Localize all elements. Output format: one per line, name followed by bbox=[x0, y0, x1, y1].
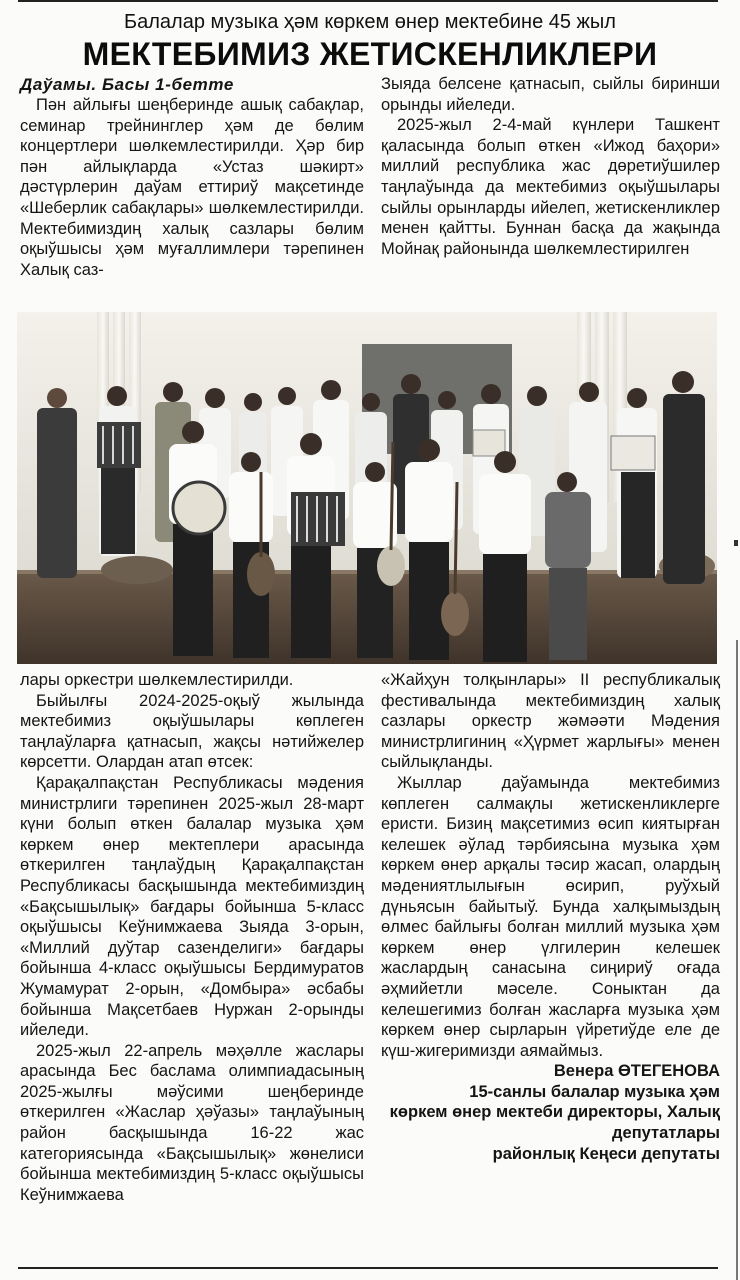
paragraph: «Жайҳун толқынлары» II республикалық фестивалында мектебимиздиң халық сазлары оркестр жәмәәти Мәдения министрлигиниң «Ҳүрмет жарлығы» менен сыйлықланды. bbox=[381, 671, 720, 772]
signature-line: районлық Кеңеси депутаты bbox=[492, 1144, 720, 1163]
paragraph: 2025-жыл 2-4-май күнлери Ташкент қаласында болып өткен «Ижод баҳори» миллий республика жас дөретиўшилер таңлаўында да мектебимиз оқыўшылары сыйлы орынларды ийелеп, жетискенликлер менен қайтты. Буннан басқа да жақында Мойнақ районында шөлкемлестирилген bbox=[381, 116, 720, 258]
paragraph: Қарақалпақстан Республикасы мәдения министрлиги тәрепинен 2025-жыл 28-март күни болып өткен балалар музыка ҳәм көркем өнер мектеплери арасында өткерилген таңлаўдың Қарақалпақстан Республикасы басқышында мектебимиздиң «Бақсышылық» бағдары бойынша 5-класс оқыўшысы Кеўнимжаева Зыяда 3-орын, «Миллий дуўтар сазенделиги» бағдары бойынша 4-класс оқыўшысы Бердимуратов Жумамурат 2-орын, «Домбыра» әсбабы бойынша Мақсетбаев Нуржан 2-орынды ийеледи. bbox=[20, 773, 364, 1040]
top-rule bbox=[18, 0, 718, 2]
paragraph: 2025-жыл 22-апрель мәҳәлле жаслары арасында Бес басламa олимпиадасының 2025-жылғы мәўсими шеңберинде өткерилген «Жаслар ҳәўазы» таңлаўының район басқышында 16-22 жас категориясында «Бақсышылық» жөнелиси бойынша мектебимиздиң 5-класс оқыўшысы Кеўнимжаева bbox=[20, 1041, 364, 1204]
paragraph: Пән айлығы шеңберинде ашық сабақлар, семинар трейнинглер ҳәм де бөлим концертлери шөлкемлестирилди. Ҳәр бир пән айлықларда «Устаз шәкирт» дәстүрлерин даўам еттириў мақсетинде «Шеберлик сабақлары» шөлкемлестирилди. Мектебимиздиң халық сазлары бөлим оқыўшысы ҳәм муғаллимлери тәрепинен Халық саз- bbox=[20, 96, 364, 279]
paragraph: Быйылғы 2024-2025-оқыў жылында мектебимиз оқыўшылары көплеген таңлаўларға қатнасып, жақсы нәтийжелер көрсетти. Олардан атап өтсек: bbox=[20, 691, 364, 772]
kicker: Балалар музыка ҳәм көркем өнер мектебине 45 жыл bbox=[124, 11, 616, 33]
edge-mark bbox=[734, 540, 738, 546]
paragraph: Жыллар даўамында мектебимиз көплеген салмақлы жетискенликлерге еристи. Бизиң мақсетимиз өсип киятырған келешек әўлад тәрбиясына музыка ҳәм көркем өнер арқалы тәсир жасап, олардың мәдениятлылығын өсирип, руўхый дүньясын байытыў. Бунда халқымыздың өлмес байлығы болған миллий музыка ҳәм көркем өнер үлгилерин келешек жаслардың санасына сиңириў оғада әҳмийетли мәселе. Соныктан да келешегимиз болған жасларға музыка ҳәм көркем өнер сырларын үйретиўде еле де күш-жигеримизди аямаймыз. bbox=[381, 773, 720, 1060]
signature-block bbox=[381, 1061, 720, 1164]
column-left-top bbox=[20, 74, 364, 280]
column-right-bottom bbox=[381, 670, 720, 1164]
signature-line: көркем өнер мектеби директоры, Халық депутатлары bbox=[389, 1103, 720, 1143]
column-left-bottom bbox=[20, 670, 364, 1205]
bottom-rule bbox=[18, 1267, 718, 1269]
signature-name: Венера ӨТЕГЕНОВА bbox=[553, 1062, 720, 1081]
paragraph: лары оркестри шөлкемлестирилди. bbox=[20, 671, 294, 689]
column-right-top bbox=[381, 74, 720, 259]
continuation-note: Даўамы. Басы 1-бетте bbox=[20, 75, 234, 94]
headline: МЕКТЕБИМИЗ ЖЕТИСКЕНЛИКЛЕРИ bbox=[82, 36, 658, 72]
signature-line: 15-санлы балалар музыка ҳәм bbox=[469, 1082, 720, 1101]
paragraph: Зыяда белсене қатнасып, сыйлы биринши орынды ийеледи. bbox=[381, 75, 720, 114]
group-photo bbox=[17, 312, 717, 664]
edge-mark bbox=[736, 640, 738, 1280]
